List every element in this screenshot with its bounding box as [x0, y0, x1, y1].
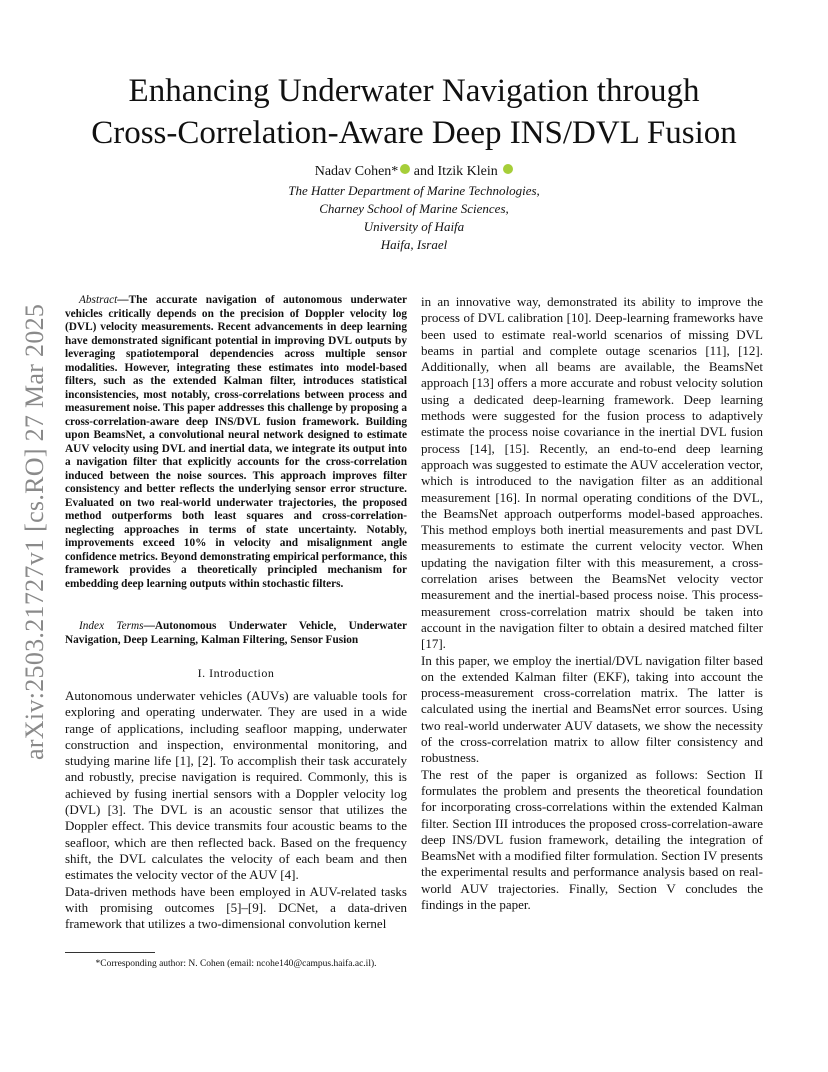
abstract-label: Abstract	[79, 294, 118, 306]
affiliation-line: Haifa, Israel	[380, 237, 448, 252]
affiliation-line: The Hatter Department of Marine Technologies,	[288, 183, 540, 198]
orcid-icon[interactable]	[503, 164, 513, 174]
corresponding-author-footnote: *Corresponding author: N. Cohen (email: ncohe140@campus.haifa.ac.il).	[95, 959, 377, 969]
body-paragraph: In this paper, we employ the inertial/DVL navigation filter based on the extended Kalman filter (EKF), taking into account the process-measurement cross-correlation matrix. The latter is calculated using the inertial and BeamsNet error sources. Using two real-world underwater AUV datasets, we show the necessity of the cross-correlation matrix to allow filter consistency and robustness.	[421, 652, 763, 766]
section-heading-introduction: I. Introduction	[197, 666, 275, 680]
author-line	[0, 163, 828, 180]
orcid-icon[interactable]	[400, 164, 410, 174]
paper-title	[60, 70, 768, 154]
introduction-right-column	[421, 294, 763, 913]
intro-paragraph: Data-driven methods have been employed in AUV-related tasks with promising outcomes [5]–[9]. DCNet, a data-driven framework that utilizes a two-dimensional convolution kernel	[65, 883, 407, 932]
index-terms	[65, 620, 407, 647]
author-conjunction: and Itzik Klein	[410, 164, 502, 179]
index-terms-label: Index Terms	[79, 620, 144, 632]
title-line-2: Cross-Correlation-Aware Deep INS/DVL Fusion	[91, 115, 737, 151]
arxiv-sidebar-stamp: arXiv:2503.21727v1 [cs.RO] 27 Mar 2025	[20, 303, 49, 760]
affiliation-line: Charney School of Marine Sciences,	[319, 201, 509, 216]
intro-paragraph: Autonomous underwater vehicles (AUVs) are valuable tools for exploring and operating underwater. They are used in a wide range of applications, including seafloor mapping, underwater construction and inspection, environmental monitoring, and studying marine life [1], [2]. To accomplish their task accurately and robustly, precise navigation is required. Commonly, this is achieved by fusing inertial sensors with a Doppler velocity log (DVL) [3]. The DVL is an acoustic sensor that utilizes the Doppler effect. This device transmits four acoustic beams to the seafloor, which are then reflected back. Based on the frequency shift, the DVL calculates the velocity of each beam and then estimates the velocity vector of the AUV [4].	[65, 688, 407, 883]
footnote-divider	[65, 952, 155, 953]
abstract-text: —The accurate navigation of autonomous underwater vehicles critically depends on the precision of Doppler velocity log (DVL) velocity measurements. Recent advancements in deep learning have demonstrated significant potential in improving DVL outputs by leveraging spatiotemporal dependencies across multiple sensor modalities. However, integrating these estimates into model-based filters, such as the extended Kalman filter, introduces statistical inconsistencies, most notably, cross-correlations between process and measurement noise. This paper addresses this challenge by proposing a cross-correlation-aware deep INS/DVL fusion framework. Building upon BeamsNet, a convolutional neural network designed to estimate AUV velocity using DVL and inertial data, we integrate its output into a navigation filter that explicitly accounts for the cross-correlation induced between the noise sources. This approach improves filter consistency and better reflects the underlying sensor error structure. Evaluated on two real-world underwater trajectories, the proposed method outperforms both least squares and cross-correlation-neglecting approaches in terms of state uncertainty. Notably, improvements exceed 10% in velocity and misalignment angle confidence metrics. Beyond demonstrating empirical performance, this framework provides a theoretically principled mechanism for embedding deep learning outputs within stochastic filters.	[65, 294, 407, 590]
affiliation-block	[0, 182, 828, 254]
abstract	[65, 294, 407, 591]
affiliation-line: University of Haifa	[363, 219, 465, 234]
index-terms-text: —Autonomous Underwater Vehicle, Underwater Navigation, Deep Learning, Kalman Filtering, Sensor Fusion	[65, 620, 407, 646]
body-paragraph: in an innovative way, demonstrated its ability to improve the process of DVL calibration [10]. Deep-learning frameworks have been used to estimate real-world scenarios of missing DVL beams in partial and complete outage scenarios [11], [12]. Additionally, when all beams are available, the BeamsNet approach [13] offers a more accurate and robust velocity solution using a dedicated deep-learning framework. Deep learning methods were suggested for the fusion process to adaptively estimate the process noise covariance in the inertial DVL fusion process [14], [15]. Recently, an end-to-end deep learning approach was suggested to estimate the AUV acceleration vector, which is introduced to the navigation filter as an additional measurement [16]. In normal operating conditions of the DVL, the BeamsNet approach outperforms model-based approaches. This method employs both inertial measurements and past DVL measurements to estimate the current velocity vector. When updating the navigation filter with this measurement, a cross-correlation arises between the BeamsNet velocity vector measurement and the inertial-based process noise. This process-measurement cross-correlation matrix should be taken into account in the navigation filter to obtain a desired matched filter [17].	[421, 294, 763, 652]
introduction-left-column	[65, 688, 407, 932]
title-line-1: Enhancing Underwater Navigation through	[128, 73, 700, 109]
body-paragraph: The rest of the paper is organized as follows: Section II formulates the problem and presents the theoretical foundation for incorporating cross-correlations within the extended Kalman filter. Section III introduces the proposed cross-correlation-aware deep INS/DVL fusion framework, detailing the integration of BeamsNet with a modified filter formulation. Section IV presents the experimental results and performance analysis based on real-world AUV trajectories. Finally, Section V concludes the findings in the paper.	[421, 766, 763, 912]
author-name-cohen: Nadav Cohen*	[314, 164, 399, 179]
